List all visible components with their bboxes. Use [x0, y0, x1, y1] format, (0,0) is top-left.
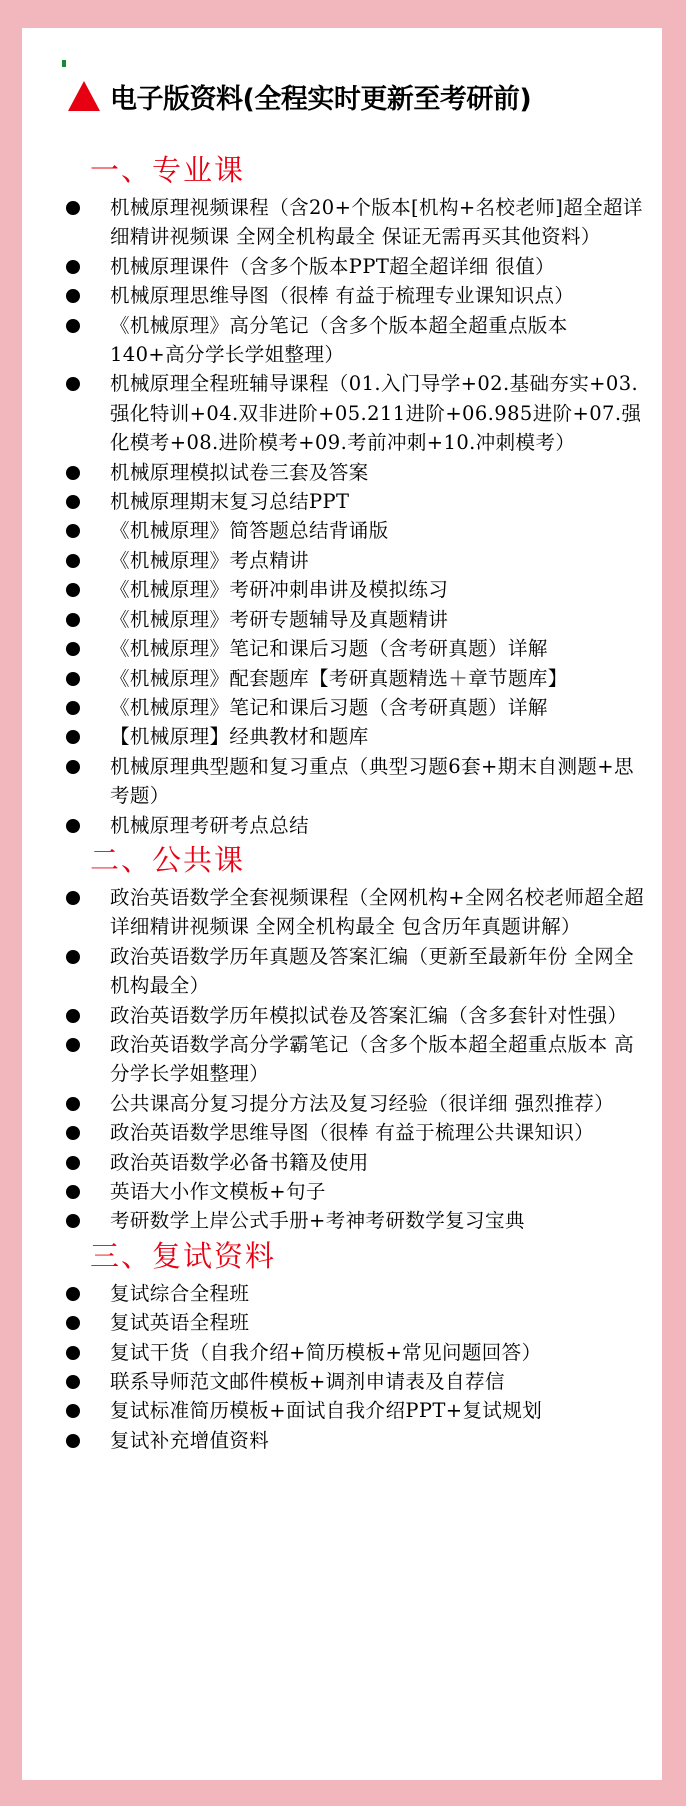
bullet-icon: [66, 1287, 80, 1301]
list-item: 政治英语数学历年模拟试卷及答案汇编（含多套针对性强）: [66, 1001, 646, 1030]
section-heading-public: 二、公共课: [90, 842, 246, 877]
bullet-icon: [66, 1185, 80, 1199]
bullet-icon: [66, 289, 80, 303]
bullet-icon: [66, 583, 80, 597]
bullet-icon: [66, 950, 80, 964]
list-item: 《机械原理》配套题库【考研真题精选＋章节题库】: [66, 664, 646, 693]
bullet-icon: [66, 891, 80, 905]
bullet-icon: [66, 1316, 80, 1330]
warning-triangle-icon: [68, 81, 100, 111]
section-heading-major: 一、专业课: [90, 153, 246, 187]
list-item: 《机械原理》考研专题辅导及真题精讲: [66, 605, 646, 634]
list-item: 复试干货（自我介绍+简历模板+常见问题回答）: [66, 1338, 646, 1367]
list-item: 机械原理模拟试卷三套及答案: [66, 458, 646, 487]
bullet-icon: [66, 642, 80, 656]
bullet-icon: [66, 760, 80, 774]
section-list-major: [66, 193, 646, 840]
list-item: 机械原理视频课程（含20+个版本[机构+名校老师]超全超详细精讲视频课 全网全机构最全 保证无需再买其他资料）: [66, 193, 646, 252]
bullet-icon: [66, 1009, 80, 1023]
list-item: 《机械原理》高分笔记（含多个版本超全超重点版本 140+高分学长学姐整理）: [66, 311, 646, 370]
bullet-icon: [66, 1375, 80, 1389]
title-row: [68, 68, 531, 124]
list-item: 《机械原理》笔记和课后习题（含考研真题）详解: [66, 634, 646, 663]
document-card: [22, 28, 662, 1780]
bullet-icon: [66, 554, 80, 568]
bullet-icon: [66, 495, 80, 509]
bullet-icon: [66, 201, 80, 215]
list-item: 《机械原理》考点精讲: [66, 546, 646, 575]
list-item: 复试补充增值资料: [66, 1426, 646, 1455]
list-item: 机械原理课件（含多个版本PPT超全超详细 很值）: [66, 252, 646, 281]
list-item: 联系导师范文邮件模板+调剂申请表及自荐信: [66, 1367, 646, 1396]
list-item: 公共课高分复习提分方法及复习经验（很详细 强烈推荐）: [66, 1089, 646, 1118]
bullet-icon: [66, 466, 80, 480]
page-title: 电子版资料(全程实时更新至考研前): [110, 83, 532, 115]
section-heading-retest: 三、复试资料: [90, 1238, 277, 1273]
list-item: 考研数学上岸公式手册+考神考研数学复习宝典: [66, 1206, 646, 1235]
list-item: 复试英语全程班: [66, 1308, 646, 1337]
list-item: 机械原理思维导图（很棒 有益于梳理专业课知识点）: [66, 281, 646, 310]
list-item: 政治英语数学历年真题及答案汇编（更新至最新年份 全网全机构最全）: [66, 942, 646, 1001]
bullet-icon: [66, 377, 80, 391]
bullet-icon: [66, 1156, 80, 1170]
bullet-icon: [66, 319, 80, 333]
list-item: 复试标准简历模板+面试自我介绍PPT+复试规划: [66, 1396, 646, 1425]
list-item: 政治英语数学全套视频课程（全网机构+全网名校老师超全超详细精讲视频课 全网全机构最全 包含历年真题讲解）: [66, 883, 646, 942]
bullet-icon: [66, 672, 80, 686]
section-list-retest: [66, 1279, 646, 1455]
bullet-icon: [66, 819, 80, 833]
bullet-icon: [66, 730, 80, 744]
list-item: 复试综合全程班: [66, 1279, 646, 1308]
section-list-public: [66, 883, 646, 1236]
bullet-icon: [66, 1038, 80, 1052]
list-item: 英语大小作文模板+句子: [66, 1177, 646, 1206]
bullet-icon: [66, 260, 80, 274]
bullet-icon: [66, 701, 80, 715]
bullet-icon: [66, 1346, 80, 1360]
content: [66, 150, 646, 1455]
bullet-icon: [66, 1126, 80, 1140]
bullet-icon: [66, 524, 80, 538]
list-item: 政治英语数学必备书籍及使用: [66, 1148, 646, 1177]
list-item: 《机械原理》简答题总结背诵版: [66, 516, 646, 545]
list-item: 机械原理期末复习总结PPT: [66, 487, 646, 516]
bullet-icon: [66, 613, 80, 627]
list-item: 政治英语数学高分学霸笔记（含多个版本超全超重点版本 高分学长学姐整理）: [66, 1030, 646, 1089]
bullet-icon: [66, 1097, 80, 1111]
list-item: 机械原理典型题和复习重点（典型习题6套+期末自测题+思考题）: [66, 752, 646, 811]
corner-mark: [62, 60, 66, 67]
list-item: 机械原理考研考点总结: [66, 811, 646, 840]
list-item: 【机械原理】经典教材和题库: [66, 722, 646, 751]
list-item: 《机械原理》笔记和课后习题（含考研真题）详解: [66, 693, 646, 722]
bullet-icon: [66, 1434, 80, 1448]
list-item: 《机械原理》考研冲刺串讲及模拟练习: [66, 575, 646, 604]
bullet-icon: [66, 1214, 80, 1228]
list-item: 政治英语数学思维导图（很棒 有益于梳理公共课知识）: [66, 1118, 646, 1147]
bullet-icon: [66, 1404, 80, 1418]
list-item: 机械原理全程班辅导课程（01.入门导学+02.基础夯实+03.强化特训+04.双非进阶+05.211进阶+06.985进阶+07.强化模考+08.进阶模考+09.考前冲刺+10.冲刺模考）: [66, 369, 646, 457]
